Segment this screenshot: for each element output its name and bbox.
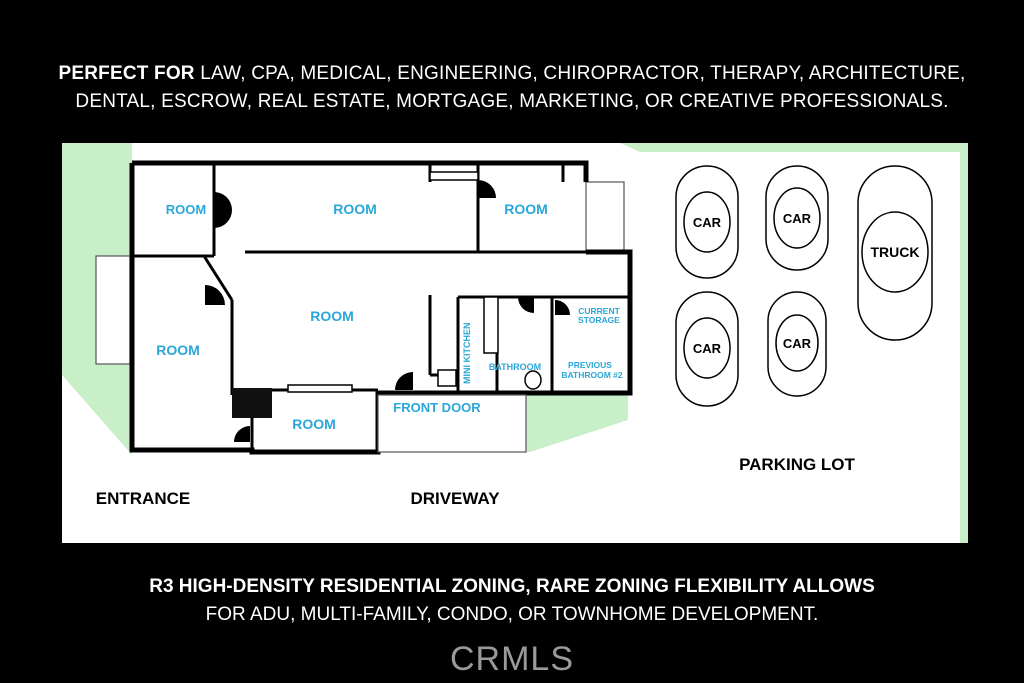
- driveway-label: DRIVEWAY: [410, 489, 500, 508]
- car-label-3: CAR: [692, 341, 722, 356]
- footer-text: [0, 573, 1024, 629]
- crmls-watermark: CRMLS: [449, 640, 575, 678]
- toilet-icon: [525, 371, 541, 389]
- front-door-label: FRONT DOOR: [393, 400, 481, 415]
- room-label-center: ROOM: [310, 308, 354, 324]
- footer-line-2: FOR ADU, MULTI-FAMILY, CONDO, OR TOWNHOME DEVELOPMENT.: [205, 604, 819, 625]
- sink-icon: [438, 370, 456, 386]
- car-label-1: CAR: [692, 215, 722, 230]
- room-label-top-center: ROOM: [333, 201, 377, 217]
- entrance-label: ENTRANCE: [95, 489, 191, 508]
- room-label-bottom-small: ROOM: [292, 416, 336, 432]
- current-storage-label-1: CURRENT: [578, 306, 620, 316]
- utility-block: [232, 388, 272, 418]
- footer-line-1: R3 HIGH-DENSITY RESIDENTIAL ZONING, RARE ZONING FLEXIBILITY ALLOWS: [149, 576, 875, 597]
- parking-lot-label: PARKING LOT: [739, 455, 855, 474]
- car-label-4: CAR: [782, 336, 812, 351]
- bathroom-label: BATHROOM: [488, 362, 542, 372]
- room-label-top-left: ROOM: [165, 202, 207, 217]
- truck-label: TRUCK: [870, 244, 920, 260]
- room-label-top-right: ROOM: [504, 201, 548, 217]
- header-bold: PERFECT FOR: [58, 63, 195, 84]
- car-label-2: CAR: [782, 211, 812, 226]
- previous-bathroom-label-1: PREVIOUS: [568, 360, 612, 370]
- header-line-1-rest: LAW, CPA, MEDICAL, ENGINEERING, CHIROPRACTOR, THERAPY, ARCHITECTURE,: [194, 63, 966, 84]
- current-storage-label-2: STORAGE: [578, 315, 620, 325]
- room-label-left: ROOM: [156, 342, 200, 358]
- mini-kitchen-label: MINI KITCHEN: [462, 322, 472, 384]
- left-porch: [96, 256, 130, 364]
- right-window: [586, 182, 624, 252]
- header-line-2: DENTAL, ESCROW, REAL ESTATE, MORTGAGE, MARKETING, OR CREATIVE PROFESSIONALS.: [75, 91, 949, 112]
- previous-bathroom-label-2: BATHROOM #2: [561, 370, 623, 380]
